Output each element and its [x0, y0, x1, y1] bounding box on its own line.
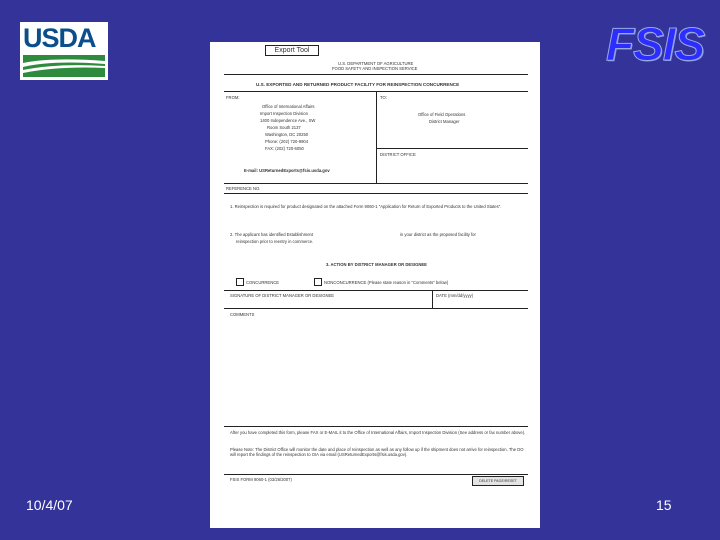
nonconcurrence-checkbox[interactable]	[314, 278, 322, 286]
after-text: After you have completed this form, please FAX or E-MAIL it to the Office of International Affairs, Import Inspection Division (See address or fax number above).	[230, 430, 526, 435]
form-document	[210, 42, 540, 528]
concurrence-label: CONCURRENCE	[246, 280, 280, 285]
usda-field-graphic	[23, 55, 105, 77]
district-office-label: DISTRICT OFFICE	[380, 152, 416, 157]
from-line-6: Phone: (202) 720-9904	[265, 139, 309, 144]
from-line-7: FAX: (202) 720-6050	[265, 146, 304, 151]
action-header: 3. ACTION BY DISTRICT MANAGER OR DESIGNEE	[326, 262, 427, 267]
reference-label: REFERENCE NO.	[226, 186, 261, 191]
to-label: TO:	[380, 95, 387, 100]
to-line-1: Office of Field Operations	[418, 112, 466, 117]
usda-logo	[20, 22, 108, 80]
note-text: Please Note: The District Office will monitor the date and place of reinspection as well as any follow up if the shipment does not arrive for reinspection. The DO will report the findings of the reinspection to OIA via email (USReturnedExports@fsis.usda.gov).	[230, 447, 524, 457]
item-1: 1. Reinspection is required for product designated on the attached Form 9060-1 "Application for Return of Exported Products to the United States".	[230, 204, 502, 209]
to-line-2: District Manager	[429, 119, 460, 124]
form-title: U.S. EXPORTED AND RETURNED PRODUCT FACILITY FOR REINSPECTION CONCURRENCE	[256, 82, 460, 87]
delete-page-reset-button[interactable]: DELETE PAGE/RESET	[472, 476, 524, 486]
usda-logo-text: USDA	[23, 23, 96, 53]
item-2c: reinspection prior to reentry in commerce.	[236, 239, 314, 244]
agency-line-2: FOOD SAFETY AND INSPECTION SERVICE	[332, 66, 418, 71]
item-2b: in your district as the proposed facility for	[400, 232, 476, 237]
comments-label: COMMENTS	[230, 312, 255, 317]
date-label: DATE (mm/dd/yyyy)	[436, 293, 474, 298]
from-line-2: Import Inspection Division	[260, 111, 308, 116]
fsis-logo-text: FSIS	[606, 18, 705, 70]
concurrence-checkbox[interactable]	[236, 278, 244, 286]
from-line-4: Room South 2137	[267, 125, 301, 130]
fsis-logo	[606, 18, 705, 70]
form-tab-label: Export Tool	[265, 45, 319, 56]
slide-number: 15	[656, 497, 672, 513]
nonconcurrence-label: NONCONCURRENCE (Please state reason in "Comments" below)	[324, 280, 449, 285]
signature-label: SIGNATURE OF DISTRICT MANAGER OR DESIGNEE	[230, 293, 335, 298]
footer-date: 10/4/07	[26, 497, 73, 513]
item-2a: 2. The applicant has identified Establishment	[230, 232, 314, 237]
from-line-3: 1400 Independence Ave., SW	[260, 118, 316, 123]
agency-line-1: U.S. DEPARTMENT OF AGRICULTURE	[338, 61, 414, 66]
from-line-1: Office of International Affairs	[262, 104, 315, 109]
from-label: FROM:	[226, 95, 240, 100]
from-line-5: Washington, DC 20250	[265, 132, 309, 137]
form-number: FSIS FORM 9060-1 (03/26/2007)	[230, 477, 292, 482]
email-line: E-mail: USReturnedExports@fsis.usda.gov	[244, 168, 330, 173]
